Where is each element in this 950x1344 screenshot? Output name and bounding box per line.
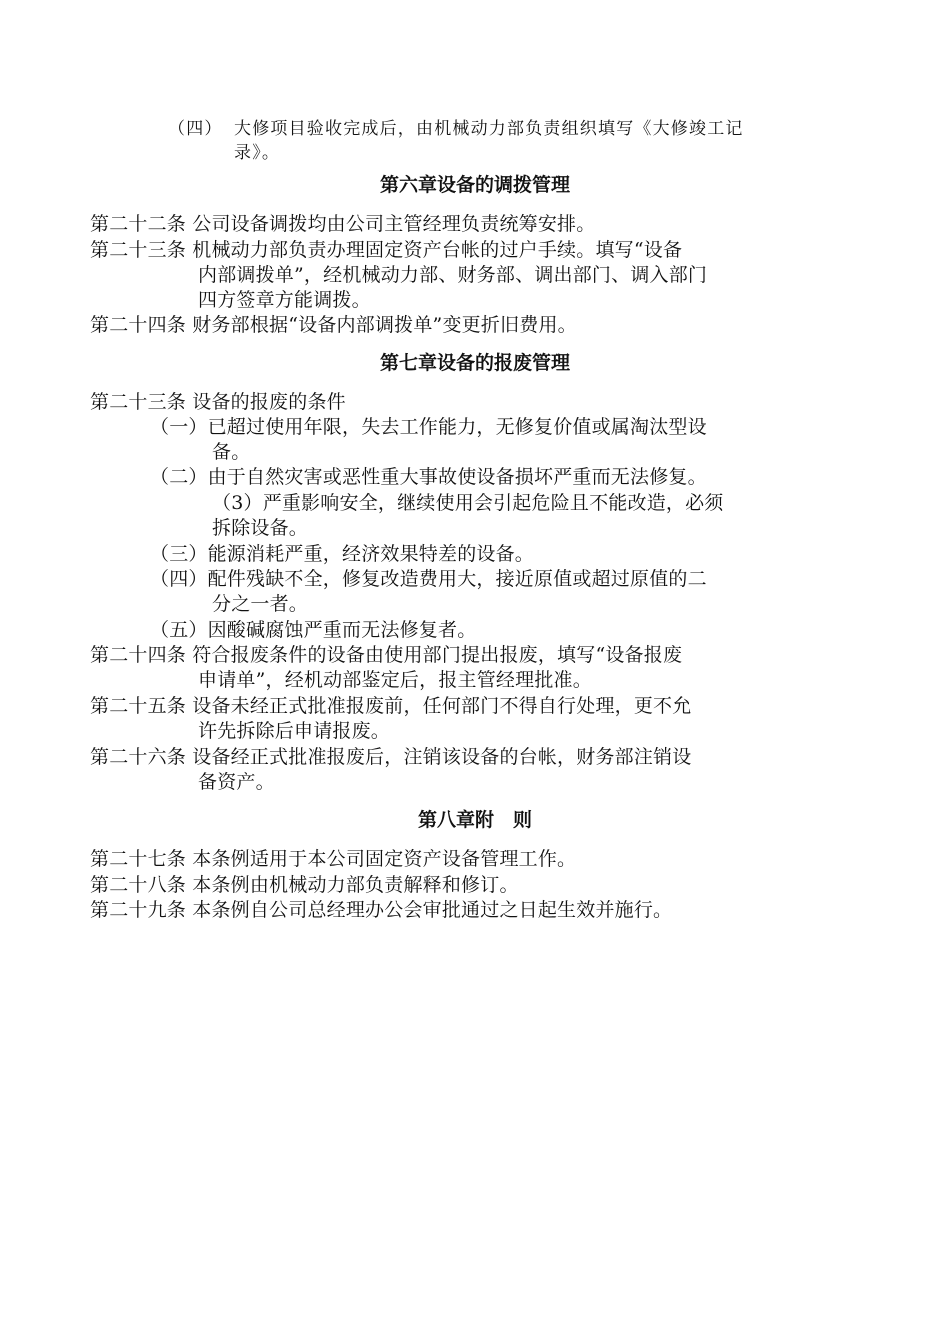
article-23-line2: 内部调拨单”，经机械动力部、财务部、调出部门、调入部门 (198, 264, 708, 286)
article-22: 第二十二条 公司设备调拨均由公司主管经理负责统筹安排。 (90, 213, 596, 235)
condition-5-line2: 分之一者。 (212, 593, 309, 615)
article-24-scrap-line2: 申请单”，经机动部鉴定后，报主管经理批准。 (198, 669, 592, 691)
article-23-line3: 四方签章方能调拨。 (198, 289, 371, 311)
condition-3-line2: 拆除设备。 (212, 517, 309, 539)
article-26-line2: 备资产。 (198, 771, 275, 793)
article-23-scrap: 第二十三条 设备的报废的条件 (90, 391, 346, 413)
condition-6: （五）因酸碱腐蚀严重而无法修复者。 (150, 619, 477, 641)
article-27: 第二十七条 本条例适用于本公司固定资产设备管理工作。 (90, 848, 577, 870)
condition-3-line1: （3）严重影响安全，继续使用会引起危险且不能改造，必须 (212, 492, 724, 514)
item-4-text-line1: 大修项目验收完成后，由机械动力部负责组织填写《大修竣工记 (234, 119, 744, 139)
condition-1-line2: 备。 (212, 441, 251, 463)
article-26-line1: 第二十六条 设备经正式批准报废后，注销该设备的台帐，财务部注销设 (90, 746, 692, 768)
item-4-text-line2: 录》。 (234, 143, 281, 163)
article-25-line2: 许先拆除后申请报废。 (198, 720, 391, 742)
condition-5-line1: （四）配件残缺不全，修复改造费用大，接近原值或超过原值的二 (150, 568, 707, 590)
condition-1-line1: （一）已超过使用年限，失去工作能力，无修复价值或属淘汰型设 (150, 416, 707, 438)
article-29: 第二十九条 本条例自公司总经理办公会审批通过之日起生效并施行。 (90, 899, 673, 921)
article-24: 第二十四条 财务部根据“设备内部调拨单”变更折旧费用。 (90, 314, 577, 336)
chapter-6-title: 第六章设备的调拨管理 (379, 174, 570, 196)
condition-2: （二）由于自然灾害或恶性重大事故使设备损坏严重而无法修复。 (150, 466, 707, 488)
article-25-line1: 第二十五条 设备未经正式批准报废前，任何部门不得自行处理，更不允 (90, 695, 692, 717)
article-24-scrap-line1: 第二十四条 符合报废条件的设备由使用部门提出报废，填写“设备报废 (90, 644, 683, 666)
chapter-7-title: 第七章设备的报废管理 (379, 352, 570, 374)
condition-4: （三）能源消耗严重，经济效果特差的设备。 (150, 543, 535, 565)
article-28: 第二十八条 本条例由机械动力部负责解释和修订。 (90, 874, 519, 896)
item-4-label: （四） (168, 119, 223, 139)
article-23-line1: 第二十三条 机械动力部负责办理固定资产台帐的过户手续。填写“设备 (90, 239, 683, 261)
chapter-8-title: 第八章附 则 (417, 809, 532, 831)
